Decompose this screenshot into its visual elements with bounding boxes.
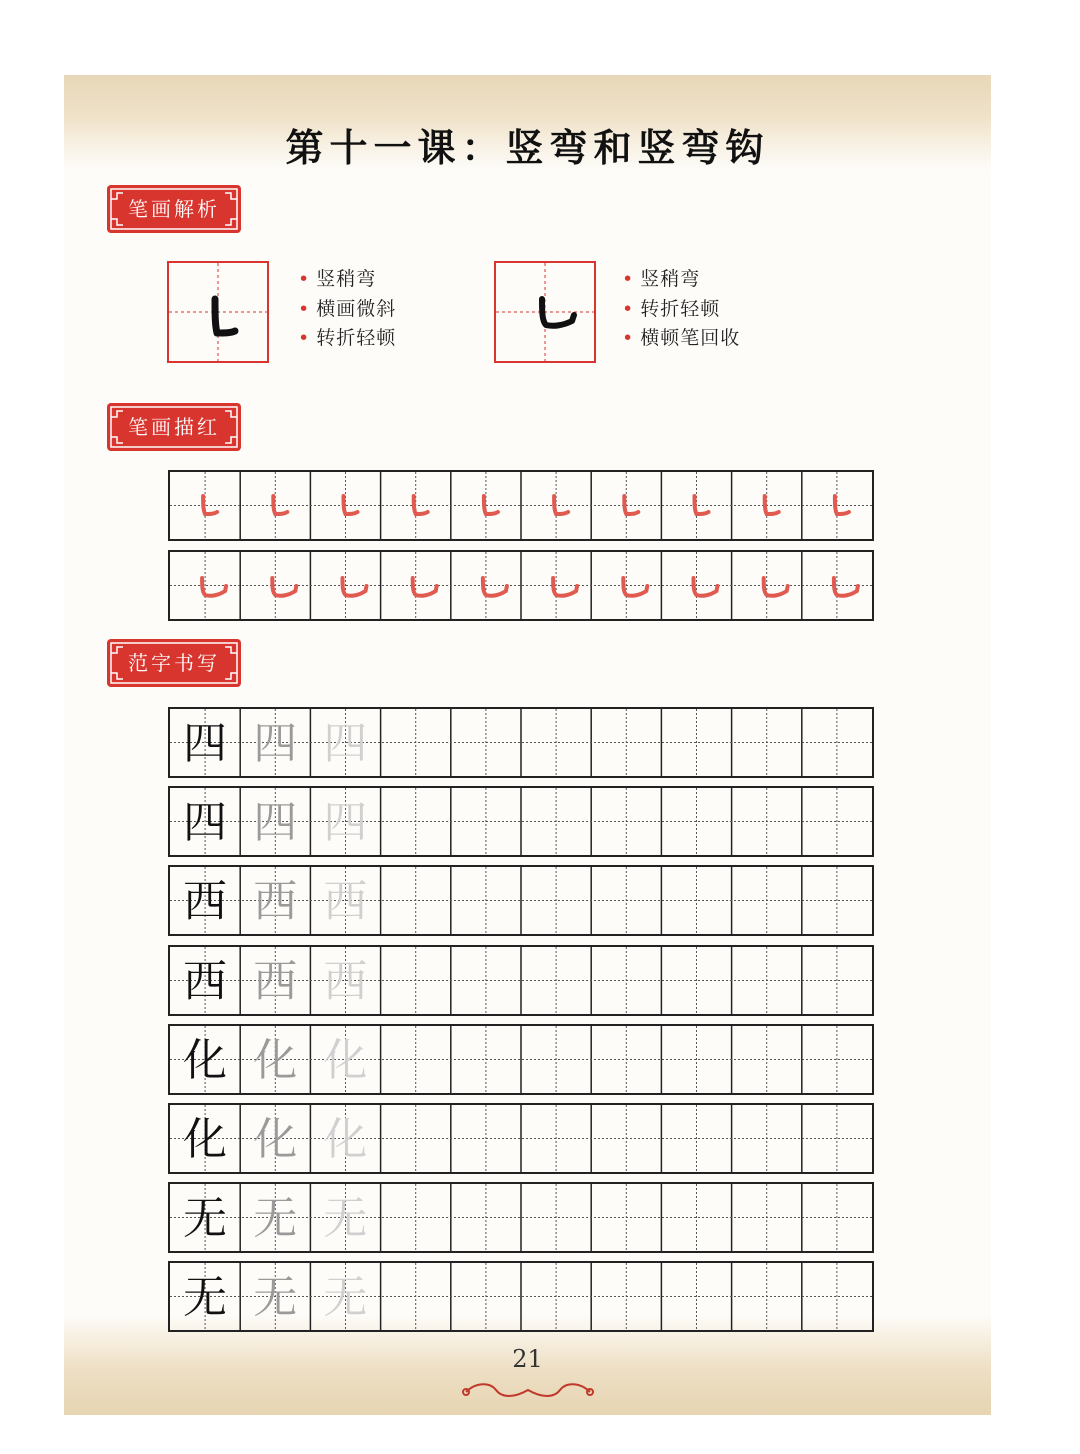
practice-row — [168, 1261, 874, 1332]
tracing-character: 西 — [323, 876, 368, 928]
trace-stroke — [694, 578, 718, 596]
tracing-character: 四 — [323, 718, 368, 769]
trace-stroke — [484, 496, 498, 514]
trace-stroke — [414, 496, 428, 514]
note-item: • 竖稍弯 — [298, 268, 377, 290]
model-character: 西 — [183, 876, 227, 928]
model-character: 化 — [183, 1114, 227, 1165]
stroke-box-shuwan — [167, 261, 269, 363]
stroke-notes-shuwan — [298, 265, 396, 354]
trace-stroke — [344, 496, 358, 514]
tracing-character: 无 — [253, 1193, 298, 1245]
page-title: 第十一课：竖弯和竖弯钩 — [285, 125, 770, 170]
model-character: 化 — [183, 1034, 227, 1086]
trace-stroke — [695, 496, 709, 514]
note-item: • 竖稍弯 — [622, 268, 701, 290]
tracing-character: 化 — [253, 1114, 298, 1165]
practice-row — [168, 1024, 874, 1095]
section-label-analysis — [107, 185, 241, 233]
trace-stroke — [624, 496, 638, 514]
tracing-character: 西 — [253, 955, 298, 1007]
tracing-character: 化 — [323, 1114, 368, 1165]
practice-row — [168, 1182, 874, 1253]
trace-stroke — [835, 496, 849, 514]
tracing-character: 四 — [253, 797, 298, 849]
practice-row — [168, 945, 874, 1016]
section-label-text: 笔画描红 — [128, 415, 220, 439]
model-character: 西 — [183, 955, 227, 1007]
tracing-character: 无 — [323, 1193, 368, 1245]
stroke-notes-shuwangou — [622, 265, 740, 354]
page-number: 21 — [512, 1345, 543, 1373]
section-label-text: 范字书写 — [128, 651, 220, 675]
trace-stroke — [553, 578, 577, 596]
workbook-page — [64, 75, 991, 1415]
tian-grid-icon — [496, 263, 594, 361]
trace-strokes-shuwan — [170, 472, 872, 539]
trace-strokes-shuwangou — [170, 552, 872, 619]
tracing-character: 西 — [253, 876, 298, 928]
practice-row — [168, 1103, 874, 1174]
trace-stroke — [765, 496, 779, 514]
trace-stroke — [623, 578, 647, 596]
practice-row — [168, 786, 874, 857]
tracing-character: 化 — [323, 1034, 368, 1086]
trace-stroke — [764, 578, 788, 596]
section-label-tracing — [107, 403, 241, 451]
tracing-row-shuwangou — [168, 550, 874, 621]
tracing-character: 无 — [253, 1272, 298, 1324]
note-item: • 转折轻顿 — [298, 327, 397, 349]
trace-stroke — [483, 578, 507, 596]
model-character: 无 — [183, 1272, 227, 1324]
tian-grid-icon — [169, 263, 267, 361]
tracing-row-shuwan — [168, 470, 874, 541]
practice-row — [168, 865, 874, 936]
tracing-character: 西 — [323, 955, 368, 1007]
trace-stroke — [273, 496, 287, 514]
trace-stroke — [203, 496, 217, 514]
model-character: 无 — [183, 1193, 227, 1245]
trace-stroke — [834, 578, 858, 596]
practice-row — [168, 707, 874, 778]
trace-stroke — [272, 578, 296, 596]
trace-stroke — [202, 578, 226, 596]
note-item: • 横画微斜 — [298, 297, 397, 320]
tracing-character: 四 — [323, 797, 368, 849]
model-character: 四 — [183, 797, 227, 849]
ornament-swirl-icon — [456, 1380, 600, 1402]
section-label-examples — [107, 639, 241, 687]
section-label-text: 笔画解析 — [128, 197, 220, 221]
tracing-character: 无 — [323, 1272, 368, 1324]
trace-stroke — [554, 496, 568, 514]
note-item: • 转折轻顿 — [622, 297, 721, 320]
trace-stroke — [413, 578, 437, 596]
trace-stroke — [343, 578, 367, 596]
note-item: • 横顿笔回收 — [622, 327, 741, 349]
stroke-box-shuwangou — [494, 261, 596, 363]
tracing-character: 化 — [253, 1034, 298, 1086]
tracing-character: 四 — [253, 718, 298, 769]
model-character: 四 — [183, 718, 227, 769]
